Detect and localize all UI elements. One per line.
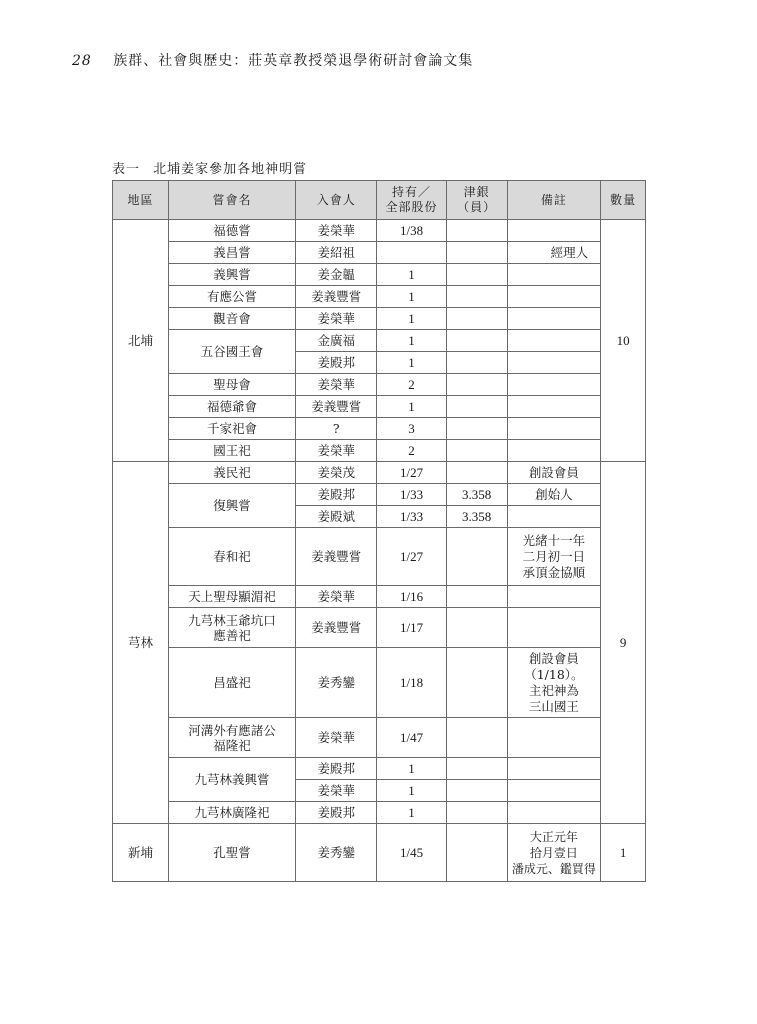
society-cell: 義昌嘗 bbox=[168, 242, 295, 264]
share-cell: 2 bbox=[377, 374, 446, 396]
fund-cell bbox=[446, 802, 507, 824]
table-row bbox=[113, 418, 646, 440]
fund-cell: 3.358 bbox=[446, 484, 507, 506]
member-cell: 姜殿斌 bbox=[296, 506, 377, 528]
count-cell: 10 bbox=[601, 220, 646, 462]
share-cell: 1/18 bbox=[377, 648, 446, 718]
fund-cell bbox=[446, 352, 507, 374]
fund-cell bbox=[446, 440, 507, 462]
member-cell: 姜榮華 bbox=[296, 718, 377, 758]
note-cell bbox=[507, 396, 601, 418]
fund-cell bbox=[446, 648, 507, 718]
book-title: 族群、社會與歷史：莊英章教授榮退學術研討會論文集 bbox=[113, 53, 474, 69]
table-row bbox=[113, 374, 646, 396]
table-header-row bbox=[113, 181, 646, 220]
share-cell: 1 bbox=[377, 330, 446, 352]
table-row bbox=[113, 802, 646, 824]
fund-cell bbox=[446, 780, 507, 802]
page-header bbox=[72, 50, 473, 70]
share-cell: 1 bbox=[377, 352, 446, 374]
note-cell: 創設會員 （1/18）。 主祀神為 三山國王 bbox=[507, 648, 601, 718]
note-cell bbox=[507, 608, 601, 648]
table-row bbox=[113, 608, 646, 648]
table-row bbox=[113, 286, 646, 308]
fund-cell bbox=[446, 586, 507, 608]
society-cell: 福德嘗 bbox=[168, 220, 295, 242]
share-cell: 1 bbox=[377, 758, 446, 780]
region-cell: 北埔 bbox=[113, 220, 169, 462]
table-row bbox=[113, 718, 646, 758]
note-cell bbox=[507, 586, 601, 608]
society-cell: 河溝外有應諸公 福隆祀 bbox=[168, 718, 295, 758]
member-cell: 姜義豐嘗 bbox=[296, 608, 377, 648]
table-caption bbox=[112, 158, 307, 177]
fund-cell bbox=[446, 330, 507, 352]
society-cell: 聖母會 bbox=[168, 374, 295, 396]
share-cell: 1/33 bbox=[377, 484, 446, 506]
note-cell bbox=[507, 418, 601, 440]
share-cell: 1/17 bbox=[377, 608, 446, 648]
member-cell: 姜榮華 bbox=[296, 374, 377, 396]
column-header-region: 地區 bbox=[113, 181, 169, 220]
table-row bbox=[113, 824, 646, 882]
society-cell: 福德爺會 bbox=[168, 396, 295, 418]
fund-cell bbox=[446, 286, 507, 308]
fund-cell bbox=[446, 374, 507, 396]
table-number: 表一 bbox=[112, 162, 141, 177]
share-cell: 1 bbox=[377, 780, 446, 802]
member-cell: 姜榮華 bbox=[296, 308, 377, 330]
member-cell: 姜殿邦 bbox=[296, 484, 377, 506]
society-cell: 有應公嘗 bbox=[168, 286, 295, 308]
member-cell: 姜榮華 bbox=[296, 780, 377, 802]
note-cell: 創始人 bbox=[507, 484, 601, 506]
fund-cell bbox=[446, 418, 507, 440]
member-cell: 姜殿邦 bbox=[296, 758, 377, 780]
note-cell bbox=[507, 330, 601, 352]
table-row bbox=[113, 330, 646, 352]
fund-cell bbox=[446, 396, 507, 418]
member-cell: 姜義豐嘗 bbox=[296, 528, 377, 586]
society-cell: 春和祀 bbox=[168, 528, 295, 586]
table-row bbox=[113, 648, 646, 718]
society-cell: 千家祀會 bbox=[168, 418, 295, 440]
table-row bbox=[113, 586, 646, 608]
note-cell bbox=[507, 374, 601, 396]
fund-cell bbox=[446, 308, 507, 330]
note-cell: 大正元年 拾月壹日 潘成元、鑑買得 bbox=[507, 824, 601, 882]
member-cell: 姜榮華 bbox=[296, 586, 377, 608]
share-cell: 1/33 bbox=[377, 506, 446, 528]
share-cell: 2 bbox=[377, 440, 446, 462]
share-cell: 1 bbox=[377, 308, 446, 330]
region-cell: 新埔 bbox=[113, 824, 169, 882]
share-cell: 1 bbox=[377, 396, 446, 418]
note-cell bbox=[507, 352, 601, 374]
member-cell: 姜榮茂 bbox=[296, 462, 377, 484]
note-cell bbox=[507, 440, 601, 462]
member-cell: 姜義豐嘗 bbox=[296, 286, 377, 308]
fund-cell bbox=[446, 824, 507, 882]
society-cell: 孔聖嘗 bbox=[168, 824, 295, 882]
table-row bbox=[113, 242, 646, 264]
note-cell bbox=[507, 308, 601, 330]
share-cell: 1/38 bbox=[377, 220, 446, 242]
column-header-count: 數量 bbox=[601, 181, 646, 220]
share-cell: 1/45 bbox=[377, 824, 446, 882]
member-cell: 金廣福 bbox=[296, 330, 377, 352]
share-cell: 1/16 bbox=[377, 586, 446, 608]
fund-cell bbox=[446, 718, 507, 758]
fund-cell bbox=[446, 220, 507, 242]
note-cell: 光緒十一年 二月初一日 承頂金協順 bbox=[507, 528, 601, 586]
region-cell: 芎林 bbox=[113, 462, 169, 824]
member-cell: ? bbox=[296, 418, 377, 440]
share-cell: 1/47 bbox=[377, 718, 446, 758]
table-row bbox=[113, 264, 646, 286]
table-row bbox=[113, 758, 646, 780]
share-cell: 1 bbox=[377, 802, 446, 824]
fund-cell bbox=[446, 528, 507, 586]
society-cell: 昌盛祀 bbox=[168, 648, 295, 718]
table-row bbox=[113, 220, 646, 242]
society-cell: 復興嘗 bbox=[168, 484, 295, 528]
table-title: 北埔姜家參加各地神明嘗 bbox=[153, 162, 308, 177]
table-row bbox=[113, 528, 646, 586]
column-header-fund: 津銀 （員） bbox=[446, 181, 507, 220]
table-row bbox=[113, 440, 646, 462]
member-cell: 姜秀鑾 bbox=[296, 824, 377, 882]
society-cell: 觀音會 bbox=[168, 308, 295, 330]
fund-cell bbox=[446, 242, 507, 264]
note-cell bbox=[507, 286, 601, 308]
note-cell bbox=[507, 220, 601, 242]
note-cell bbox=[507, 718, 601, 758]
fund-cell bbox=[446, 758, 507, 780]
page-number: 28 bbox=[72, 53, 92, 69]
member-cell: 姜秀鑾 bbox=[296, 648, 377, 718]
count-cell: 9 bbox=[601, 462, 646, 824]
fund-cell bbox=[446, 264, 507, 286]
note-cell bbox=[507, 780, 601, 802]
society-cell: 天上聖母顯湄祀 bbox=[168, 586, 295, 608]
table-row bbox=[113, 462, 646, 484]
sacrificial-society-table bbox=[112, 180, 646, 882]
column-header-society: 嘗會名 bbox=[168, 181, 295, 220]
column-header-note: 備註 bbox=[507, 181, 601, 220]
note-cell: 創設會員 bbox=[507, 462, 601, 484]
table-row bbox=[113, 396, 646, 418]
society-cell: 義民祀 bbox=[168, 462, 295, 484]
table-row bbox=[113, 484, 646, 506]
note-cell bbox=[507, 802, 601, 824]
member-cell: 姜榮華 bbox=[296, 440, 377, 462]
share-cell: 1 bbox=[377, 264, 446, 286]
fund-cell bbox=[446, 462, 507, 484]
society-cell: 義興嘗 bbox=[168, 264, 295, 286]
note-cell bbox=[507, 264, 601, 286]
share-cell: 1/27 bbox=[377, 462, 446, 484]
society-cell: 九芎林廣隆祀 bbox=[168, 802, 295, 824]
society-cell: 五谷國王會 bbox=[168, 330, 295, 374]
member-cell: 姜殿邦 bbox=[296, 352, 377, 374]
fund-cell: 3.358 bbox=[446, 506, 507, 528]
note-cell bbox=[507, 506, 601, 528]
member-cell: 姜紹祖 bbox=[296, 242, 377, 264]
column-header-member: 入會人 bbox=[296, 181, 377, 220]
share-cell: 1/27 bbox=[377, 528, 446, 586]
count-cell: 1 bbox=[601, 824, 646, 882]
note-cell: 經理人 bbox=[507, 242, 601, 264]
society-cell: 國王祀 bbox=[168, 440, 295, 462]
member-cell: 姜義豐嘗 bbox=[296, 396, 377, 418]
table-row bbox=[113, 308, 646, 330]
member-cell: 姜殿邦 bbox=[296, 802, 377, 824]
fund-cell bbox=[446, 608, 507, 648]
share-cell bbox=[377, 242, 446, 264]
member-cell: 姜榮華 bbox=[296, 220, 377, 242]
share-cell: 1 bbox=[377, 286, 446, 308]
note-cell bbox=[507, 758, 601, 780]
column-header-share: 持有／ 全部股份 bbox=[377, 181, 446, 220]
society-cell: 九芎林王爺坑口 應善祀 bbox=[168, 608, 295, 648]
share-cell: 3 bbox=[377, 418, 446, 440]
member-cell: 姜金韞 bbox=[296, 264, 377, 286]
society-cell: 九芎林義興嘗 bbox=[168, 758, 295, 802]
